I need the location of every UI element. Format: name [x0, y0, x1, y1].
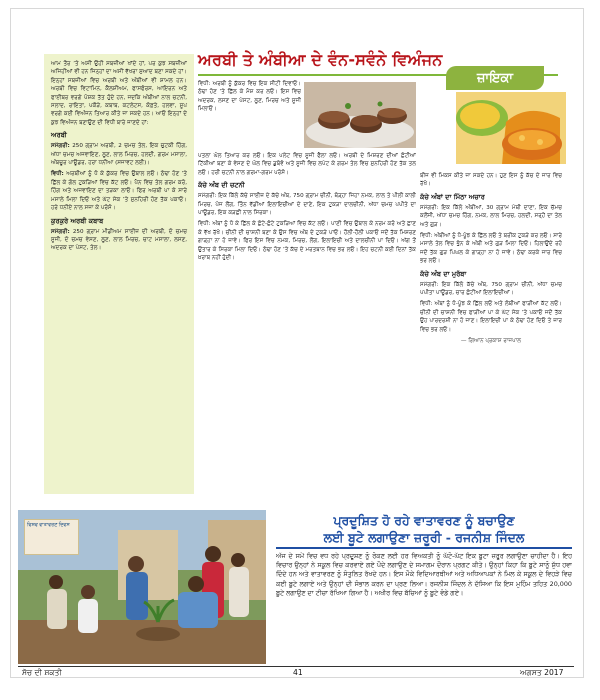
- author-signoff: — ਗਿਆਨ ਪ੍ਰਕਾਸ਼ ਰਾਜਪਾਲ: [460, 338, 522, 345]
- left-column: [44, 54, 194, 494]
- ingredients-text: 250 ਗ੍ਰਾਮ ਅਰਬੀ, 2 ਚਮਚ ਤੇਲ, ਇਕ ਚੁਟਕੀ ਹਿੰਗ, ਅੱਧਾ ਚਮਚ ਅਜਵਾਇਣ, ਲੂਣ, ਲਾਲ ਮਿਰਚ, ਹਲਦੀ, ਗਰਮ ਮਸਾਲਾ, ਅੰਬਚੂਰ ਪਾਊਡਰ, ਹਰਾ ਧਨੀਆ (ਸਜਾਵਟ ਲਈ)।: [51, 143, 188, 167]
- chutney-end: ਬੀਜ ਵੀ ਮਿਕਸ ਕੀਤੇ ਜਾ ਸਕਦੇ ਹਨ। ਹੁਣ ਇਸ ਨੂੰ ਕੱਚ ਦੇ ਜਾਰ ਵਿਚ ਰੱਖੋ।: [420, 173, 562, 188]
- murabba-ingredients: ਸਮੱਗਰੀ: ਇਕ ਕਿੱਲੋ ਕੱਚੇ ਅੰਬ, 750 ਗ੍ਰਾਮ ਚੀਨੀ, ਅੱਧਾ ਚਮਚ ਪਪੀਤਾ ਪਾਊਡਰ, ਚਾਰ ਛੋਟੀਆਂ ਇਲਾਇਚੀਆਂ।: [420, 281, 562, 297]
- middle-column: [198, 152, 416, 492]
- middle-column-top: [198, 80, 301, 152]
- article2-body: [276, 552, 572, 664]
- ingredients-text: 250 ਗ੍ਰਾਮ ਮੀਡੀਅਮ ਸਾਈਜ਼ ਦੀ ਅਰਬੀ, ਦੋ ਚਮਚ ਸੂਜੀ, ਦੋ ਚਮਚ ਵੇਸਣ, ਲੂਣ, ਲਾਲ ਮਿਰਚ, ਚਾਟ ਮਸਾਲਾ, ਲਸਣ, ਅਦਰਕ ਦਾ ਪੇਸਟ, ਤੇਲ।: [51, 228, 187, 252]
- murabba-method: ਵਿਧੀ: ਅੰਬਾਂ ਨੂੰ ਧੋ-ਪੂੰਝ ਕੇ ਛਿੱਲ ਲਓ ਅਤੇ ਲੰਬੀਆਂ ਫਾੜੀਆਂ ਕੱਟ ਲਓ। ਚੀਨੀ ਦੀ ਚਾਸ਼ਨੀ ਵਿਚ ਫਾੜੀਆਂ ਪਾ ਕੇ ਘੱਟ ਸੇਕ ’ਤੇ ਪਕਾਓ ਜਦੋਂ ਤੱਕ ਉਹ ਪਾਰਦਰਸ਼ੀ ਨਾ ਹੋ ਜਾਣ। ਇਲਾਇਚੀ ਪਾ ਕੇ ਠੰਢਾ ਹੋਣ ਦਿਓ ਤੇ ਜਾਰ ਵਿਚ ਭਰ ਲਓ।: [420, 301, 562, 333]
- article2-paragraph: ਅੱਜ ਦੇ ਸਮੇਂ ਵਿਚ ਵਧ ਰਹੇ ਪ੍ਰਦੂਸ਼ਣ ਨੂੰ ਰੋਕਣ ਲਈ ਹਰ ਵਿਅਕਤੀ ਨੂੰ ਘੱਟੋ-ਘੱਟ ਇਕ ਬੂਟਾ ਜ਼ਰੂਰ ਲਗਾਉਣਾ ਚਾਹੀਦਾ ਹੈ। ਇਹ ਵਿਚਾਰ ਉਨ੍ਹਾਂ ਨੇ ਸਕੂਲ ਵਿਚ ਕਰਵਾਏ ਗਏ ਪੌਦੇ ਲਗਾਉਣ ਦੇ ਸਮਾਗਮ ਦੌਰਾਨ ਪ੍ਰਗਟ ਕੀਤੇ। ਉਨ੍ਹਾਂ ਕਿਹਾ ਕਿ ਬੂਟੇ ਸਾਨੂੰ ਸ਼ੁੱਧ ਹਵਾ ਦਿੰਦੇ ਹਨ ਅਤੇ ਵਾਤਾਵਰਣ ਨੂੰ ਸੰਤੁਲਿਤ ਰੱਖਦੇ ਹਨ। ਇਸ ਮੌਕੇ ਵਿਦਿਆਰਥੀਆਂ ਅਤੇ ਅਧਿਆਪਕਾਂ ਨੇ ਮਿਲ ਕੇ ਸਕੂਲ ਦੇ ਵਿਹੜੇ ਵਿਚ ਕਈ ਬੂਟੇ ਲਗਾਏ ਅਤੇ ਉਨ੍ਹਾਂ ਦੀ ਸੰਭਾਲ ਕਰਨ ਦਾ ਪ੍ਰਣ ਲਿਆ। ਰਜਨੀਸ਼ ਜਿੰਦਲ ਨੇ ਦੱਸਿਆ ਕਿ ਇਸ ਮੁਹਿੰਮ ਤਹਿਤ 20,000 ਬੂਟੇ ਲਗਾਉਣ ਦਾ ਟੀਚਾ ਰੱਖਿਆ ਗਿਆ ਹੈ। ਅਖੀਰ ਵਿਚ ਬੱਚਿਆਂ ਨੂੰ ਬੂਟੇ ਵੰਡੇ ਗਏ।: [276, 552, 572, 597]
- section-title-chutney: ਕੱਚੇ ਅੰਬ ਦੀ ਚਟਨੀ: [198, 181, 245, 190]
- article-headline: ਅਰਬੀ ਤੇ ਅੰਬੀਆ ਦੇ ਵੰਨ-ਸਵੰਨੇ ਵਿਅੰਜਨ: [198, 50, 443, 69]
- section-badge: ਜ਼ਾਇਕਾ: [446, 66, 544, 90]
- chutney-method: ਵਿਧੀ: ਅੰਬਾਂ ਨੂੰ ਧੋ ਕੇ ਛਿੱਲ ਕੇ ਛੋਟੇ-ਛੋਟੇ ਟੁਕੜਿਆਂ ਵਿਚ ਕੱਟ ਲਓ। ਪਾਣੀ ਵਿਚ ਉਬਾਲ ਕੇ ਨਰਮ ਕਰੋ ਅਤੇ ਛਾਣ ਕੇ ਵੱਖ ਰੱਖੋ। ਚੀਨੀ ਦੀ ਚਾਸ਼ਨੀ ਬਣਾ ਕੇ ਉਸ ਵਿਚ ਅੰਬ ਦੇ ਟੁਕੜੇ ਪਾਓ। ਹੌਲੀ-ਹੌਲੀ ਪਕਾਓ ਜਦੋਂ ਤੱਕ ਮਿਸ਼ਰਣ ਗਾੜ੍ਹਾ ਨਾ ਹੋ ਜਾਵੇ। ਫਿਰ ਇਸ ਵਿਚ ਨਮਕ, ਮਿਰਚ, ਲੌਂਗ, ਇਲਾਇਚੀ ਅਤੇ ਦਾਲਚੀਨੀ ਪਾ ਦਿਓ। ਅੱਗ ਤੋਂ ਉਤਾਰ ਕੇ ਸਿਰਕਾ ਮਿਲਾ ਦਿਓ। ਠੰਢਾ ਹੋਣ ’ਤੇ ਕੱਚ ਦੇ ਮਰਤਬਾਨ ਵਿਚ ਭਰ ਲਓ। ਇਹ ਚਟਨੀ ਕਈ ਦਿਨਾਂ ਤੱਕ ਖ਼ਰਾਬ ਨਹੀਂ ਹੁੰਦੀ।: [198, 221, 416, 262]
- kebab-illustration: [304, 82, 416, 148]
- section-title-achaar: ਕੱਚੇ ਅੰਬਾਂ ਦਾ ਮਿੱਠਾ ਅਚਾਰ: [420, 192, 485, 201]
- achaar-method: ਵਿਧੀ: ਅੰਬੀਆਂ ਨੂੰ ਧੋ-ਪੂੰਝ ਕੇ ਛਿੱਲ ਲਓ ਤੇ ਬਰੀਕ ਟੁਕੜੇ ਕਰ ਲਓ। ਸਾਰੇ ਮਸਾਲੇ ਤੇਲ ਵਿਚ ਭੁੰਨ ਕੇ ਅੰਬੀ ਅਤੇ ਗੁੜ ਮਿਲਾ ਦਿਓ। ਹਿਲਾਉਂਦੇ ਰਹੋ ਜਦੋਂ ਤੱਕ ਗੁੜ ਪਿਘਲ ਕੇ ਗਾੜ੍ਹਾ ਨਾ ਹੋ ਜਾਵੇ। ਠੰਢਾ ਕਰਕੇ ਜਾਰ ਵਿਚ ਭਰ ਲਓ।: [420, 233, 562, 265]
- intro-paragraph: ਆਮ ਤੌਰ ’ਤੇ ਅਸੀਂ ਉਹੀ ਸਬਜ਼ੀਆਂ ਖਾਂਦੇ ਹਾਂ, ਪਰ ਕੁਝ ਸਬਜ਼ੀਆਂ ਅਜਿਹੀਆਂ ਵੀ ਹਨ ਜਿਨ੍ਹਾਂ ਦਾ ਅਸੀਂ ਵੱਖਰਾ ਸੁਆਦ ਬਣਾ ਸਕਦੇ ਹਾਂ। ਇਨ੍ਹਾਂ ਸਬਜ਼ੀਆਂ ਵਿਚ ਅਰਬੀ ਅਤੇ ਅੰਬੀਆਂ ਵੀ ਸ਼ਾਮਲ ਹਨ। ਅਰਬੀ ਵਿਚ ਵਿਟਾਮਿਨ, ਕੈਲਸ਼ੀਅਮ, ਫਾਸਫੋਰਸ, ਆਇਰਨ ਅਤੇ ਫਾਈਬਰ ਵਰਗੇ ਪੋਸ਼ਕ ਤੱਤ ਹੁੰਦੇ ਹਨ, ਜਦਕਿ ਅੰਬੀਆਂ ਨਾਲ ਚਟਨੀ, ਸਲਾਦ, ਰਾਇਤਾ, ਪਕੌੜੇ, ਕਬਾਬ, ਕਟਲੇਟਸ, ਕੋਫ਼ਤੇ, ਹਲਵਾ, ਸੂਪ ਵਰਗੇ ਕਈ ਵਿਅੰਜਨ ਤਿਆਰ ਕੀਤੇ ਜਾ ਸਕਦੇ ਹਨ। ਆਓ ਇਨ੍ਹਾਂ ਦੇ ਕੁਝ ਵਿਅੰਜਨ ਬਣਾਉਣ ਦੀ ਵਿਧੀ ਬਾਰੇ ਜਾਣਦੇ ਹਾਂ:: [51, 61, 187, 126]
- kebab-photo: [304, 82, 416, 148]
- section-title-arbi: ਅਰਬੀ: [51, 131, 67, 140]
- ingredients-label: ਸਮੱਗਰੀ:: [51, 143, 70, 150]
- ingredients-label: ਸਮੱਗਰੀ:: [51, 228, 70, 235]
- achaar-ingredients: ਸਮੱਗਰੀ: ਇਕ ਕਿੱਲੋ ਅੰਬੀਆਂ, 30 ਗ੍ਰਾਮ ਮੇਥੀ ਦਾਣਾ, ਇਕ ਚੱਮਚ ਕਲੌਂਜੀ, ਅੱਧਾ ਚਮਚ ਹਿੰਗ, ਨਮਕ, ਲਾਲ ਮਿਰਚ, ਹਲਦੀ, ਸਰ੍ਹੋਂ ਦਾ ਤੇਲ ਅਤੇ ਗੁੜ।: [420, 204, 562, 228]
- footer-issue-date: ਅਗਸਤ 2017: [520, 668, 564, 677]
- article2-title-underline: [276, 547, 572, 549]
- section-title-kebab: ਕੁਰਕੁਰੇ ਅਰਬੀ ਕਬਾਬ: [51, 216, 104, 225]
- section-title-murabba: ਕੱਚੇ ਅੰਬ ਦਾ ਮੁਰੱਬਾ: [420, 269, 467, 278]
- footer-page-number: 41: [293, 668, 303, 677]
- right-column: [420, 172, 562, 492]
- mango-illustration: [456, 92, 566, 164]
- mango-chutney-photo: [456, 92, 566, 164]
- kebab-ingredients: [51, 228, 187, 253]
- method-text: ਅਰਬੀਆਂ ਨੂੰ ਧੋ ਕੇ ਕੁੱਕਰ ਵਿਚ ਉਬਾਲ ਲਓ। ਠੰਢਾ ਹੋਣ ’ਤੇ ਛਿੱਲ ਕੇ ਗੋਲ ਟੁਕੜਿਆਂ ਵਿਚ ਕੱਟ ਲਓ। ਪੈਨ ਵਿਚ ਤੇਲ ਗਰਮ ਕਰੋ, ਹਿੰਗ ਅਤੇ ਅਜਵਾਇਣ ਦਾ ਤੜਕਾ ਲਾਓ। ਫਿਰ ਅਰਬੀ ਪਾ ਕੇ ਸਾਰੇ ਮਸਾਲੇ ਮਿਲਾ ਦਿਓ ਅਤੇ ਘੱਟ ਸੇਕ ’ਤੇ ਸੁਨਹਿਰੀ ਹੋਣ ਤੱਕ ਪਕਾਓ। ਹਰੇ ਧਨੀਏ ਨਾਲ ਸਜਾ ਕੇ ਪਰੋਸੋ।: [51, 171, 187, 212]
- arbi-ingredients: [51, 142, 187, 167]
- article2-title-line1: ਪ੍ਰਦੂਸ਼ਿਤ ਹੋ ਰਹੇ ਵਾਤਾਵਰਣ ਨੂੰ ਬਚਾਉਣ: [333, 513, 515, 528]
- article2-title-line2: ਲਈ ਬੂਟੇ ਲਗਾਉਣਾ ਜ਼ਰੂਰੀ - ਰਜਨੀਸ਼ ਜਿੰਦਲ: [323, 530, 525, 545]
- kebab-method: ਵਿਧੀ: ਅਰਬੀ ਨੂੰ ਕੁੱਕਰ ਵਿਚ ਇਕ ਸੀਟੀ ਦਿਵਾਓ। ਠੰਢਾ ਹੋਣ ’ਤੇ ਛਿੱਲ ਕੇ ਮੈਸ਼ ਕਰ ਲਓ। ਇਸ ਵਿਚ ਅਦਰਕ, ਲਸਣ ਦਾ ਪੇਸਟ, ਲੂਣ, ਮਿਰਚ ਅਤੇ ਸੂਜੀ ਮਿਲਾਓ।: [198, 81, 301, 113]
- method-label: ਵਿਧੀ:: [51, 171, 64, 178]
- kebab-method-cont: ਪਤਲਾ ਘੋਲ ਤਿਆਰ ਕਰ ਲਓ। ਇਕ ਪਲੇਟ ਵਿਚ ਸੂਜੀ ਫੈਲਾ ਲਓ। ਅਰਬੀ ਦੇ ਮਿਸ਼ਰਣ ਦੀਆਂ ਛੋਟੀਆਂ ਟਿੱਕੀਆਂ ਬਣਾ ਕੇ ਵੇਸਣ ਦੇ ਘੋਲ ਵਿਚ ਡੁਬੋਵੋ ਅਤੇ ਸੂਜੀ ਵਿਚ ਲਪੇਟ ਕੇ ਗਰਮ ਤੇਲ ਵਿਚ ਸੁਨਹਿਰੀ ਹੋਣ ਤੱਕ ਤਲ ਲਓ। ਹਰੀ ਚਟਨੀ ਨਾਲ ਗਰਮਾ-ਗਰਮ ਪਰੋਸੋ।: [198, 153, 416, 176]
- footer-rule: [18, 666, 574, 667]
- arbi-method: [51, 170, 187, 212]
- event-banner: ਵਿਸ਼ਵ ਵਾਤਾਵਰਣ ਦਿਵਸ: [24, 519, 79, 555]
- footer-magazine-name: ਸੋਚ ਦੀ ਸ਼ਕਤੀ: [22, 668, 62, 677]
- chutney-ingredients: ਸਮੱਗਰੀ: ਇਕ ਕਿੱਲੋ ਕੱਚੇ ਸਾਈਜ਼ ਦੇ ਕੱਚੇ ਅੰਬ, 750 ਗ੍ਰਾਮ ਚੀਨੀ, ਥੋੜ੍ਹਾ ਜਿਹਾ ਨਮਕ, ਲਾਲ ਤੇ ਪੀਲੀ ਕਾਲੀ ਮਿਰਚ, ਪੰਜ ਲੌਂਗ, ਤਿੰਨ ਵੱਡੀਆਂ ਇਲਾਇਚੀਆਂ ਦੇ ਦਾਣੇ, ਇਕ ਟੁਕੜਾ ਦਾਲਚੀਨੀ, ਅੱਧਾ ਚਮਚ ਪਪੀਤੇ ਦਾ ਪਾਊਡਰ, ਇਕ ਕੜਛੀ ਨਾਲ ਸਿਰਕਾ।: [198, 193, 416, 217]
- article2-title: [276, 512, 572, 546]
